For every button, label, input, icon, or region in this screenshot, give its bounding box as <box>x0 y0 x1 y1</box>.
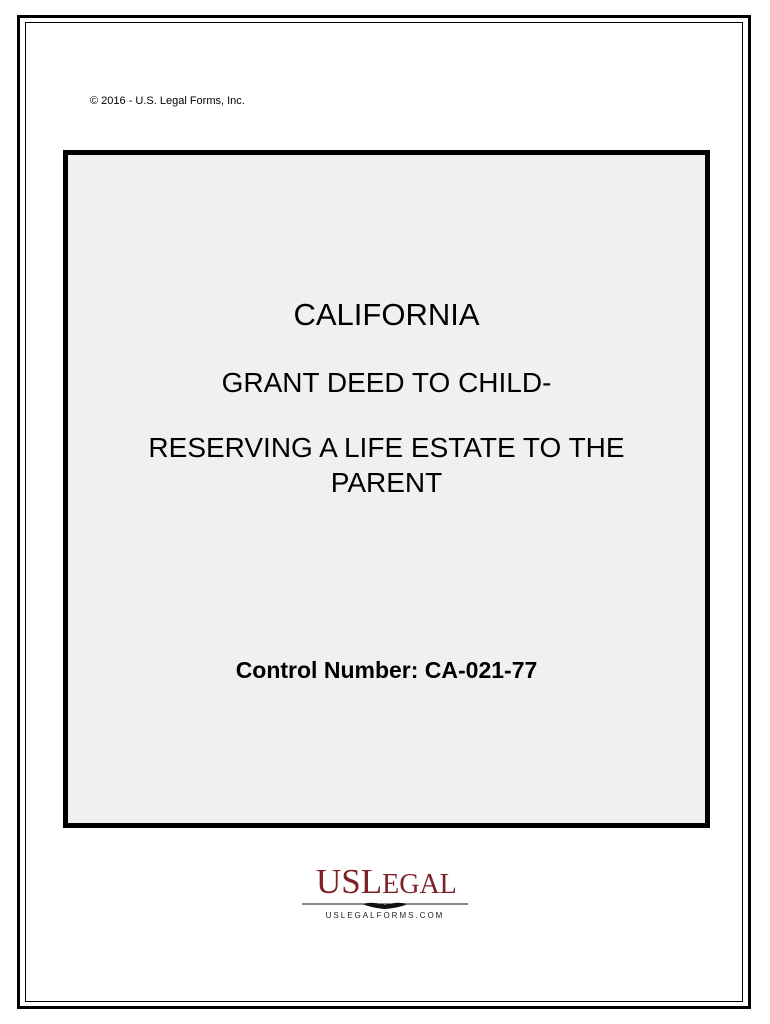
uslegal-logo <box>300 864 470 924</box>
cover-title-box <box>63 150 710 828</box>
control-number: Control Number: CA-021-77 <box>235 657 538 683</box>
form-title: GRANT DEED TO CHILD- <box>221 367 552 398</box>
form-subtitle: RESERVING A LIFE ESTATE TO THE PARENT <box>148 432 625 498</box>
copyright-notice: © 2016 - U.S. Legal Forms, Inc. <box>90 95 245 107</box>
logo-wordmark: USLEGAL <box>316 862 457 901</box>
state-heading: CALIFORNIA <box>293 297 480 332</box>
logo-url: USLEGALFORMS.COM <box>325 911 445 920</box>
eagle-wing-icon <box>300 900 470 910</box>
